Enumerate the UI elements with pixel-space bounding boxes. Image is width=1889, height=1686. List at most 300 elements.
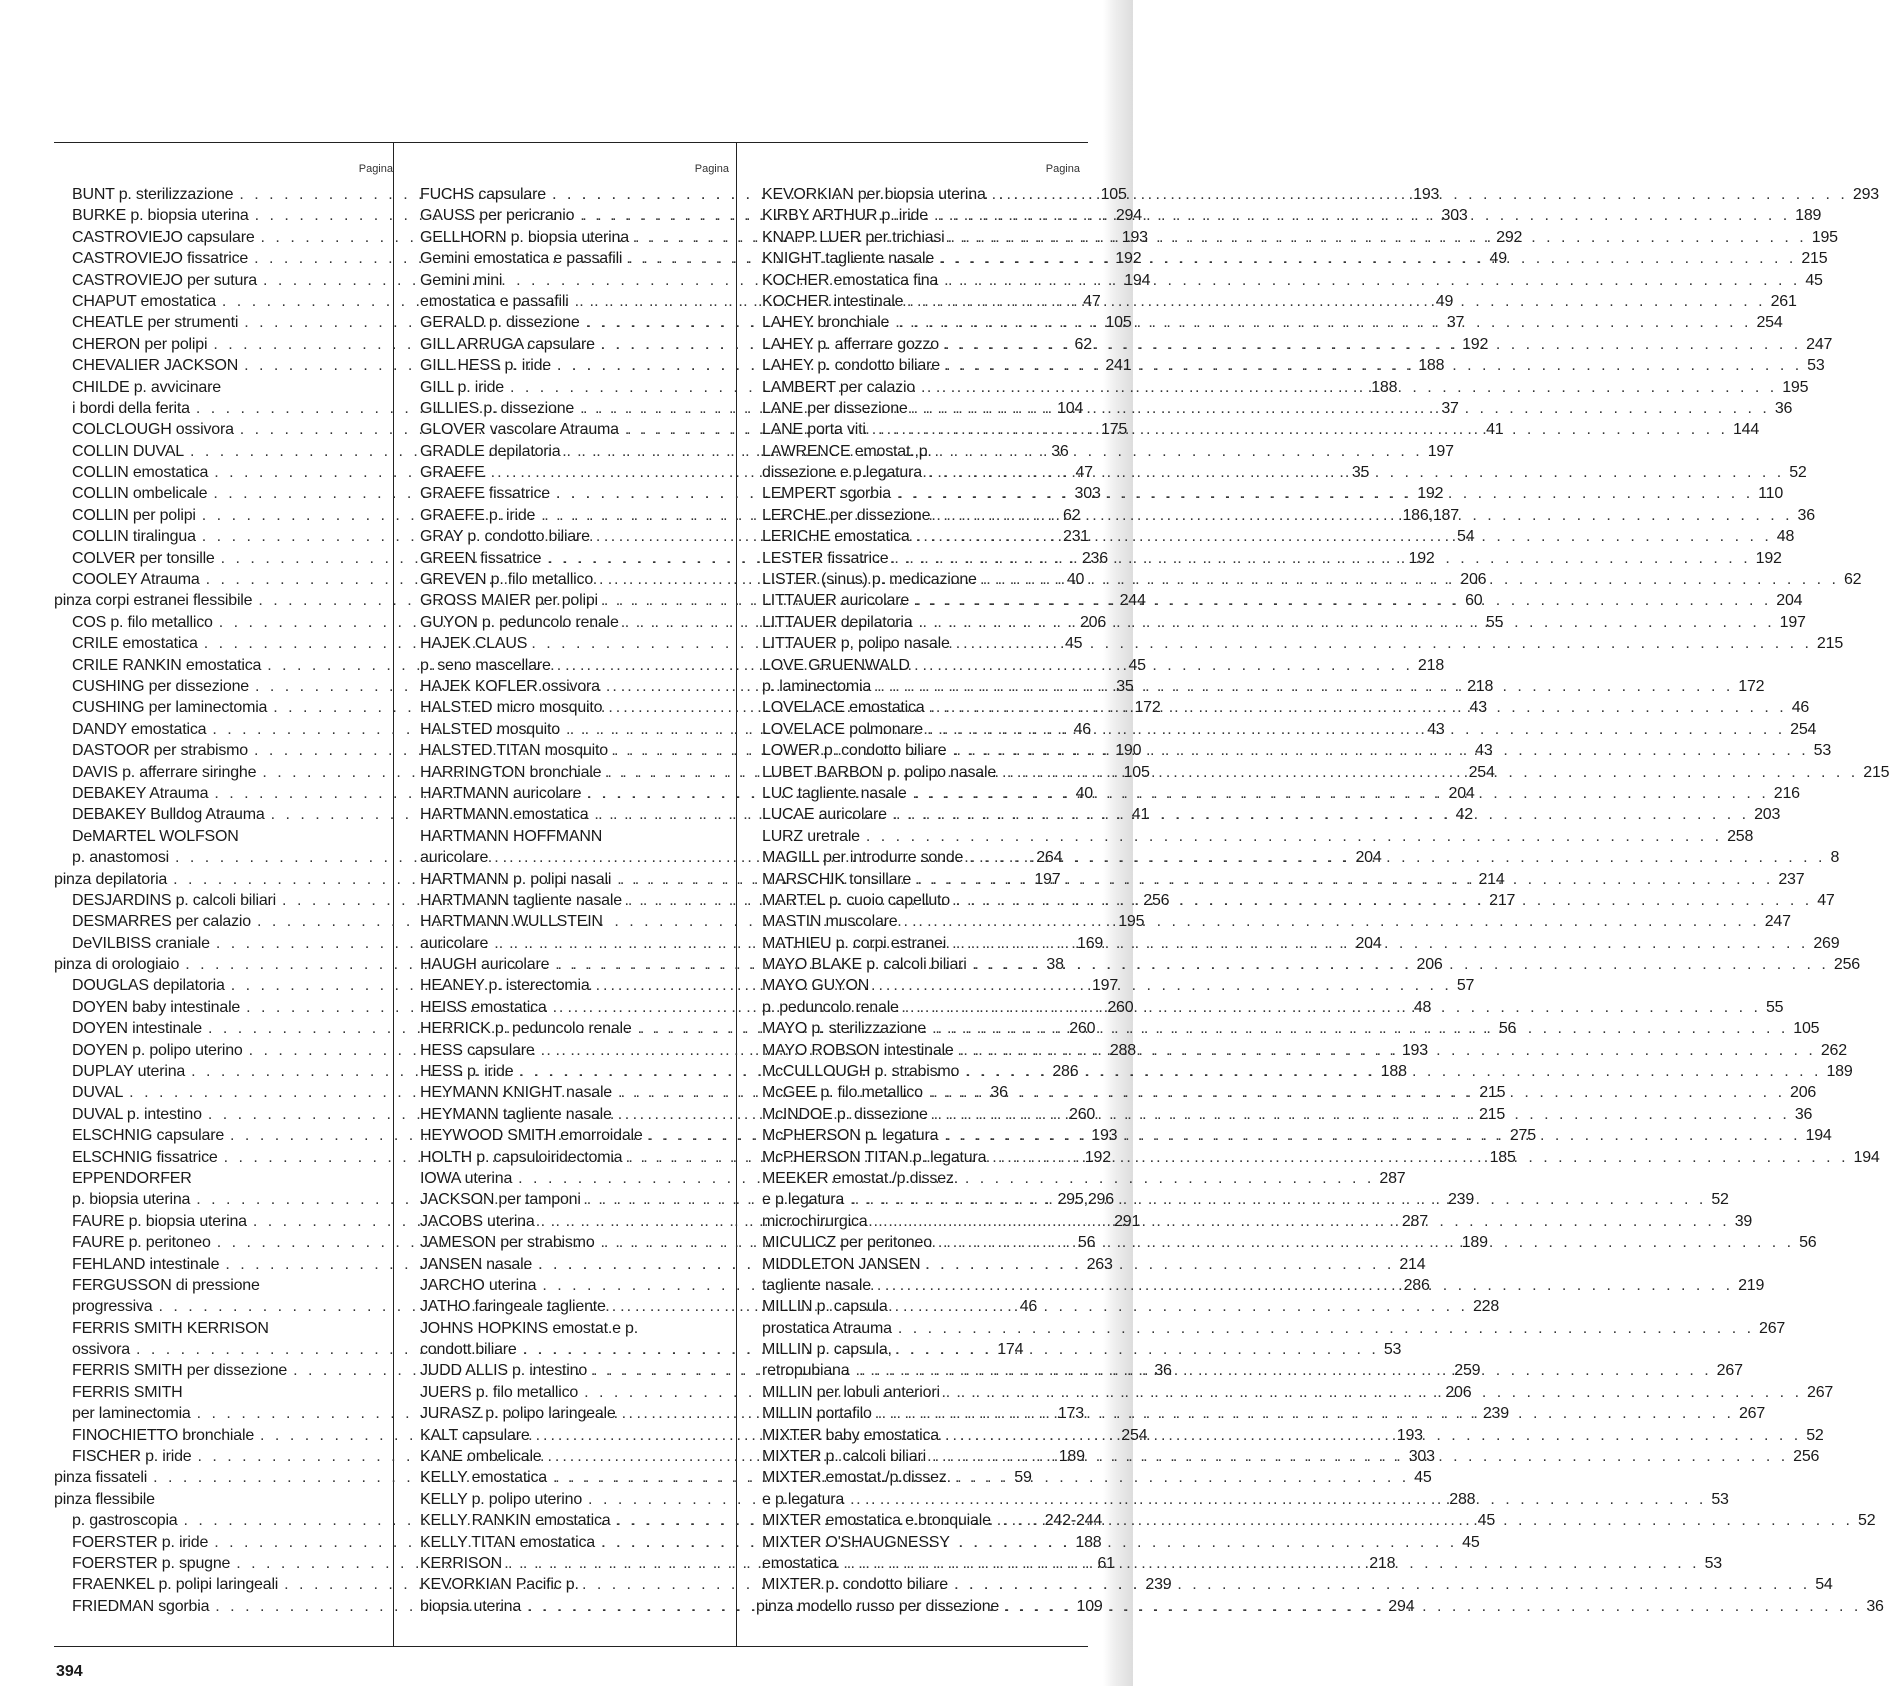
entry-page: 36 [1051, 442, 1069, 460]
entry-page: 52 [1858, 1512, 1876, 1530]
entry-page: 216 [1773, 784, 1800, 802]
entry-term: CASTROVIEJO capsulare [72, 228, 255, 246]
leader-dots [916, 526, 1772, 547]
entry-term: McINDOE p. dissezione [762, 1105, 928, 1123]
entry-page: 203 [1754, 806, 1781, 824]
entry-term: i bordi della ferita [72, 399, 190, 417]
entry-page: 36 [1866, 1597, 1884, 1615]
entry-term: MARSCHIK tonsillare [762, 870, 912, 888]
entry-term: HALSTED mosquito [420, 720, 560, 738]
index-entry [414, 1318, 729, 1339]
leader-dots [983, 569, 1839, 590]
entry-term: MILLIN per lobuli anteriori [762, 1383, 940, 1401]
entry-page: 256 [1143, 891, 1170, 909]
entry-term: CHAPUT emostatica [72, 292, 216, 310]
leader-dots [921, 377, 1777, 398]
entry-term: DESMARRES per calazio [72, 913, 251, 931]
leader-dots [893, 804, 1749, 825]
leader-dots [895, 312, 1751, 333]
entry-page: 188 [1371, 378, 1398, 396]
entry-page: 54 [1457, 528, 1475, 546]
entry-term: CUSHING per dissezione [72, 677, 249, 695]
entry-page: 215 [1816, 635, 1844, 653]
entry-term: FEHLAND intestinale [72, 1255, 220, 1273]
index-entry [54, 377, 393, 398]
entry-page: 46 [1791, 699, 1810, 717]
leader-dots [938, 1232, 1794, 1253]
index-entry [756, 1168, 1080, 1189]
entry-page: 105 [1100, 186, 1127, 203]
entry-term: progressiva [72, 1298, 153, 1316]
entry-term: MAGILL per introdurre sonde [762, 849, 964, 867]
entry-term: MIXTER emostatica e bronquiale [762, 1512, 991, 1530]
entry-term: p. gastroscopia [72, 1512, 178, 1530]
entry-page: 37 [1446, 314, 1465, 332]
entry-page: 206 [1460, 571, 1487, 589]
entry-page: 144 [1732, 421, 1760, 439]
entry-term: MATHIEU p. corpi estranei [762, 934, 947, 952]
leader-dots [929, 719, 1785, 740]
leader-dots [928, 462, 1784, 483]
entry-term: GLOVER vascolare Atrauma [420, 421, 619, 439]
entry-term: pinza flessibile [54, 1490, 155, 1508]
entry-term: p. peduncolo renale [762, 998, 899, 1016]
entry-page: 53 [1383, 1341, 1402, 1359]
entry-page: 43 [1427, 720, 1445, 738]
entry-page: 241 [1105, 357, 1132, 375]
entry-page: 35 [1116, 677, 1134, 695]
entry-term: HARTMANN p. polipi nasali [420, 870, 612, 888]
leader-dots [945, 1425, 1801, 1446]
entry-term: LUBET BARBON p. polipo nasale [762, 763, 997, 781]
entry-page: 206 [1445, 1383, 1472, 1401]
entry-page: 286 [1052, 1063, 1079, 1081]
entry-page: 197 [1427, 442, 1454, 460]
entry-term: DOYEN p. polipo uterino [72, 1041, 243, 1059]
entry-term: LUCAE auricolare [762, 806, 887, 824]
entry-term: LITTAUER depilatoria [762, 613, 913, 631]
leader-dots [965, 1061, 1821, 1082]
entry-term: JOHNS HOPKINS emostat.e p. [420, 1319, 638, 1337]
entry-term: FOERSTER p. spugne [72, 1555, 231, 1572]
entry-page: 247 [1806, 335, 1833, 353]
leader-dots [877, 1275, 1733, 1296]
entry-page: 45 [1462, 1533, 1480, 1551]
entry-term: prostatica Atrauma [762, 1319, 892, 1337]
entry-page: 61 [1097, 1555, 1115, 1572]
entry-term: per laminectomia [72, 1405, 191, 1423]
entry-term: LOVE GRUENWALD [762, 656, 910, 674]
entry-page: 46 [1073, 720, 1091, 738]
entry-term: JAMESON per strabismo [420, 1234, 595, 1252]
entry-page: 303 [1408, 1448, 1435, 1466]
entry-term: McPHERSON TITAN p. legatura [762, 1148, 987, 1166]
entry-term: MIXTER p. condotto biliare [762, 1576, 948, 1594]
entry-term: McGEE p. filo metallico [762, 1084, 923, 1102]
entry-page: 264 [1036, 849, 1063, 867]
entry-term: MICULICZ per peritoneo [762, 1234, 932, 1252]
entry-term: JARCHO uterina [420, 1276, 537, 1294]
entry-term: HESS p. iride [420, 1063, 514, 1081]
entry-page: 188 [1380, 1063, 1407, 1081]
entry-term: DEBAKEY Atrauma [72, 784, 209, 802]
entry-term: microchirurgica [762, 1212, 868, 1230]
entry-term: IOWA uterina [420, 1169, 513, 1187]
entry-term: CRILE RANKIN emostatica [72, 656, 262, 674]
entry-term: LERCHE per dissezione [762, 506, 931, 524]
index-entry [756, 1467, 1080, 1488]
leader-dots [918, 612, 1774, 633]
leader-dots [932, 1446, 1788, 1467]
entry-page: 40 [1075, 784, 1093, 802]
entry-page: 256 [1833, 956, 1860, 974]
entry-term: FERGUSSON di pressione [72, 1276, 260, 1294]
entry-term: pinza depilatoria [54, 870, 168, 888]
entry-page: 175 [1101, 421, 1128, 439]
entry-term: DUPLAY uterina [72, 1063, 186, 1081]
entry-term: GERALD p. dissezione [420, 314, 580, 332]
entry-page: 43 [1475, 742, 1493, 760]
entry-page: 197 [1034, 870, 1061, 888]
leader-dots [932, 1018, 1788, 1039]
entry-term: LOVELACE emostatica [762, 699, 925, 717]
entry-term: tagliente nasale [762, 1276, 871, 1294]
entry-term: LAHEY bronchiale [762, 314, 890, 332]
entry-page: 62 [1063, 506, 1081, 524]
entry-term: HALSTED micro mosquito [420, 699, 603, 717]
entry-term: COOLEY Atrauma [72, 571, 200, 589]
entry-term: e p.legatura [762, 1490, 845, 1508]
entry-page: 192 [1755, 549, 1782, 567]
entry-term: CASTROVIEJO fissatrice [72, 250, 249, 268]
entry-page: 189 [1795, 207, 1822, 225]
entry-page: 38 [1046, 956, 1064, 974]
entry-term: MIXTER O'SHAUGNESSY [762, 1533, 950, 1551]
entry-term: MAYO ROBSON intestinale [762, 1041, 954, 1059]
entry-page: 194 [1805, 1127, 1832, 1145]
entry-term: FERRIS SMITH per dissezione [72, 1362, 288, 1380]
entry-term: KIRBY ARTHUR p. iride [762, 207, 928, 225]
entry-term: DANDY emostatica [72, 720, 207, 738]
entry-term: pinza modello russo per dissezione [756, 1597, 1000, 1615]
entry-term: Gemini mini [420, 271, 503, 289]
entry-term: KALT capsulare [420, 1426, 530, 1444]
entry-page: 47 [1083, 292, 1101, 310]
leader-dots [929, 1082, 1785, 1103]
entry-page: 52 [1711, 1191, 1729, 1209]
entry-term: JATHO faringeale tagliente [420, 1298, 606, 1316]
top-rule [54, 142, 1088, 143]
entry-page: 256 [1793, 1448, 1820, 1466]
entry-page: 104 [1057, 399, 1084, 417]
entry-term: retropubiana [762, 1362, 850, 1380]
entry-term: FAURE p. peritoneo [72, 1234, 211, 1252]
entry-term: McCULLOUGH p. strabismo [762, 1063, 960, 1081]
entry-page: 195 [1782, 378, 1809, 396]
entry-page: 54 [1815, 1576, 1833, 1594]
entry-term: LOWER p. condotto biliare [762, 742, 947, 760]
entry-term: DASTOOR per strabismo [72, 742, 248, 760]
entry-term: pinza fissateli [54, 1469, 148, 1487]
entry-page: 39 [1734, 1212, 1753, 1230]
entry-page: 261 [1770, 292, 1797, 310]
entry-term: FOERSTER p. iride [72, 1533, 209, 1551]
entry-page: 197 [1091, 977, 1119, 995]
leader-dots [850, 1189, 1706, 1210]
entry-page: 193 [1413, 186, 1440, 203]
entry-page: 267 [1807, 1383, 1834, 1401]
entry-term: HARTMANN emostatica [420, 806, 589, 824]
entry-term: p. seno mascellare [420, 656, 551, 674]
entry-term: ossivora [72, 1341, 130, 1359]
entry-term: GRAEFE [420, 464, 485, 482]
entry-term: CHEVALIER JACKSON [72, 357, 239, 375]
entry-page: 287 [1401, 1212, 1428, 1230]
entry-term: HEYMANN tagliente nasale [420, 1105, 612, 1123]
entry-term: COS p. filo metallico [72, 613, 213, 631]
leader-dots [992, 1147, 1848, 1168]
entry-page: 295,296 [1057, 1191, 1114, 1209]
entry-term: FINOCHIETTO bronchiale [72, 1426, 255, 1444]
index-entry [756, 1532, 1080, 1553]
entry-term: MAYO p. sterilizzazione [762, 1020, 927, 1038]
leader-dots [931, 697, 1787, 718]
entry-page: 258 [1727, 827, 1754, 845]
entry-term: CHERON per polipi [72, 335, 208, 353]
leader-dots [905, 997, 1761, 1018]
entry-term: CRILE emostatica [72, 635, 198, 653]
leader-dots [866, 826, 1722, 847]
entry-page: 55 [1765, 998, 1784, 1016]
leader-dots [914, 398, 1770, 419]
entry-term: HARTMANN WULLSTEIN [420, 913, 603, 931]
entry-page: 62 [1074, 335, 1092, 353]
entry-term: BURKE p. biopsia uterina [72, 207, 249, 225]
entry-page: 254 [1121, 1426, 1148, 1444]
page-number: 394 [56, 1663, 83, 1680]
entry-page: 52 [1806, 1426, 1824, 1444]
entry-page: 8 [1830, 849, 1840, 867]
entry-term: HAUGH auricolare [420, 956, 550, 974]
entry-page: 105 [1793, 1020, 1820, 1038]
entry-term: GROSS MAIER per polipi [420, 592, 598, 610]
entry-page: 294 [1388, 1597, 1415, 1615]
entry-term: GRAEFE fissatrice [420, 485, 550, 503]
entry-term: ELSCHNIG fissatrice [72, 1148, 218, 1166]
entry-page: 195 [1811, 228, 1838, 246]
index-entry [756, 826, 1754, 847]
entry-term: GAUSS per pericranio [420, 207, 575, 225]
column-header: Pagina [1045, 163, 1080, 175]
entry-page: 267 [1738, 1405, 1766, 1423]
entry-page: 228 [1472, 1298, 1500, 1316]
leader-dots [909, 291, 1765, 312]
leader-dots [897, 483, 1753, 504]
entry-page: 49 [1435, 292, 1454, 310]
entry-term: FAURE p. biopsia uterina [72, 1212, 247, 1230]
leader-dots [952, 740, 1808, 761]
entry-term: COLLIN ombelicale [72, 485, 208, 503]
entry-term: LANE porta viti [762, 421, 866, 439]
entry-term: COLLIN per polipi [72, 506, 196, 524]
entry-term: DEBAKEY Bulldog Atrauma [72, 806, 265, 824]
entry-term: dissezione e p.legatura [762, 464, 922, 482]
index-entry [756, 1296, 1080, 1317]
entry-term: HESS capsulare [420, 1041, 535, 1059]
entry-page: 260 [1069, 1105, 1096, 1123]
entry-page: 215 [1478, 1105, 1506, 1123]
entry-term: DOYEN intestinale [72, 1020, 202, 1038]
entry-page: 48 [1413, 998, 1432, 1016]
leader-dots [940, 248, 1796, 269]
entry-term: LESTER fissatrice [762, 549, 889, 567]
entry-term: GILL HESS p. iride [420, 357, 551, 375]
leader-dots [913, 783, 1769, 804]
leader-dots [946, 1382, 1802, 1403]
entry-page: 36 [1774, 399, 1793, 417]
leader-dots [915, 590, 1771, 611]
leader-dots [843, 1553, 1699, 1574]
leader-dots [956, 890, 1812, 911]
index-entry [756, 1318, 1786, 1339]
entry-page: 62 [1843, 571, 1862, 589]
entry-term: MAYO GUYON [762, 977, 870, 995]
entry-term: condott.biliare [420, 1341, 517, 1359]
entry-term: MIDDLETON JANSEN [762, 1255, 921, 1273]
leader-dots [873, 1211, 1729, 1232]
entry-page: 192 [1084, 1148, 1111, 1166]
entry-page: 57 [1456, 977, 1475, 995]
entry-page: 36 [990, 1084, 1008, 1102]
entry-page: 267 [1716, 1362, 1743, 1380]
entry-term: emostatica [762, 1555, 838, 1572]
entry-term: KOCHER emostatica fina [762, 271, 939, 289]
entry-page: 59 [1014, 1469, 1032, 1487]
leader-dots [944, 1125, 1800, 1146]
entry-page: 215 [1863, 763, 1889, 781]
entry-page: 56 [1498, 1020, 1517, 1038]
entry-page: 193 [1401, 1041, 1428, 1059]
entry-page: 239 [1482, 1405, 1509, 1423]
index-entry [414, 1574, 729, 1595]
entry-term: biopsia uterina [420, 1597, 522, 1615]
leader-dots [956, 633, 1812, 654]
index-entry [414, 633, 729, 654]
entry-page: 47 [1075, 464, 1093, 482]
entry-term: HALSTED TITAN mosquito [420, 742, 608, 760]
entry-term: FUCHS capsulare [420, 186, 546, 203]
leader-dots [945, 334, 1801, 355]
entry-page: 192 [1417, 485, 1444, 503]
entry-page: 41 [1486, 421, 1504, 439]
entry-page: 215 [1801, 250, 1828, 268]
entry-term: COLLIN tiralingua [72, 528, 196, 546]
entry-term: GRAEFE p. iride [420, 506, 536, 524]
entry-page: 45 [1477, 1512, 1496, 1530]
entry-page: 206 [1079, 613, 1107, 631]
entry-term: CHILDE p. avvicinare [72, 378, 221, 396]
entry-term: LUC tagliente nasale [762, 784, 907, 802]
leader-dots [934, 1104, 1790, 1125]
entry-page: 190 [1115, 742, 1142, 760]
entry-term: p. biopsia uterina [72, 1191, 191, 1209]
entry-page: 41 [1131, 806, 1150, 824]
entry-page: 204 [1355, 934, 1382, 952]
entry-term: FISCHER p. iride [72, 1448, 192, 1466]
entry-term: MARTEL p. cuoio capelluto [762, 891, 950, 909]
entry-page: 37 [1441, 399, 1459, 417]
entry-page: 204 [1776, 592, 1803, 610]
entry-term: HEYWOOD SMITH emorroidale [420, 1127, 643, 1145]
entry-term: KELLY RANKIN emostatica [420, 1512, 611, 1530]
entry-page: 189 [1058, 1448, 1085, 1466]
entry-page: 43 [1469, 699, 1487, 717]
entry-page: 194 [1124, 271, 1151, 289]
entry-term: FERRIS SMITH KERRISON [72, 1319, 269, 1337]
entry-term: emostatica e passafili [420, 292, 569, 310]
entry-term: e p.legatura [762, 1191, 845, 1209]
entry-page: 45 [1805, 271, 1823, 289]
entry-term: JUERS p. filo metallico [420, 1383, 579, 1401]
entry-term: LAWRENCE emostat.,p. [762, 442, 932, 460]
entry-term: pinza corpi estranei flessibile [54, 592, 253, 610]
entry-term: JACOBS uterina [420, 1212, 535, 1230]
entry-term: MAYO BLAKE p. calcoli biliari [762, 956, 967, 974]
entry-term: KELLY emostatica [420, 1469, 547, 1487]
entry-term: MASTIN muscolare [762, 913, 898, 931]
entry-term: auricolare [420, 934, 489, 952]
entry-page: 288 [1449, 1490, 1476, 1508]
entry-page: 239 [1447, 1191, 1475, 1209]
entry-term: LISTER (sinus) p. medicazione [762, 571, 977, 589]
entry-term: MIXTER p. calcoli biliari [762, 1448, 926, 1466]
entry-page: 109 [1076, 1597, 1103, 1615]
entry-page: 185 [1489, 1148, 1516, 1166]
entry-page: 267 [1759, 1319, 1786, 1337]
entry-term: EPPENDORFER [72, 1169, 192, 1187]
entry-term: KELLY TITAN emostatica [420, 1533, 595, 1551]
entry-term: KOCHER intestinale [762, 292, 904, 310]
entry-term: HAJEK KOFLER ossivora [420, 677, 600, 695]
entry-page: 35 [1351, 464, 1370, 482]
entry-page: 194 [1853, 1148, 1880, 1166]
entry-term: LAMBERT per calazio [762, 378, 916, 396]
entry-page: 214 [1478, 870, 1505, 888]
leader-dots [946, 355, 1802, 376]
entry-term: FERRIS SMITH [72, 1383, 183, 1401]
entry-term: HEYMANN KNIGHT nasale [420, 1084, 613, 1102]
entry-page: 214 [1399, 1255, 1426, 1273]
entry-page: 105 [1105, 314, 1132, 332]
entry-term: LITTAUER p, polipo nasale [762, 635, 950, 653]
entry-term: JANSEN nasale [420, 1255, 533, 1273]
entry-page: 287 [1379, 1169, 1406, 1187]
entry-term: DAVIS p. afferrare siringhe [72, 763, 257, 781]
entry-term: JURASZ p. polipo laringeale [420, 1405, 616, 1423]
entry-page: 269 [1813, 934, 1840, 952]
entry-page: 259 [1454, 1362, 1481, 1380]
entry-page: 188 [1075, 1533, 1102, 1551]
index-entry [54, 1318, 393, 1339]
entry-term: KANE ombelicale [420, 1448, 542, 1466]
entry-term: HERRICK p. peduncolo renale [420, 1020, 632, 1038]
entry-page: 195 [1118, 913, 1145, 931]
entry-page: 110 [1758, 485, 1784, 503]
entry-term: LAHEY p. afferrare gozzo [762, 335, 939, 353]
entry-term: HARRINGTON bronchiale [420, 763, 602, 781]
entry-term: DeVILBISS craniale [72, 934, 210, 952]
entry-term: JUDD ALLIS p. intestino [420, 1362, 588, 1380]
